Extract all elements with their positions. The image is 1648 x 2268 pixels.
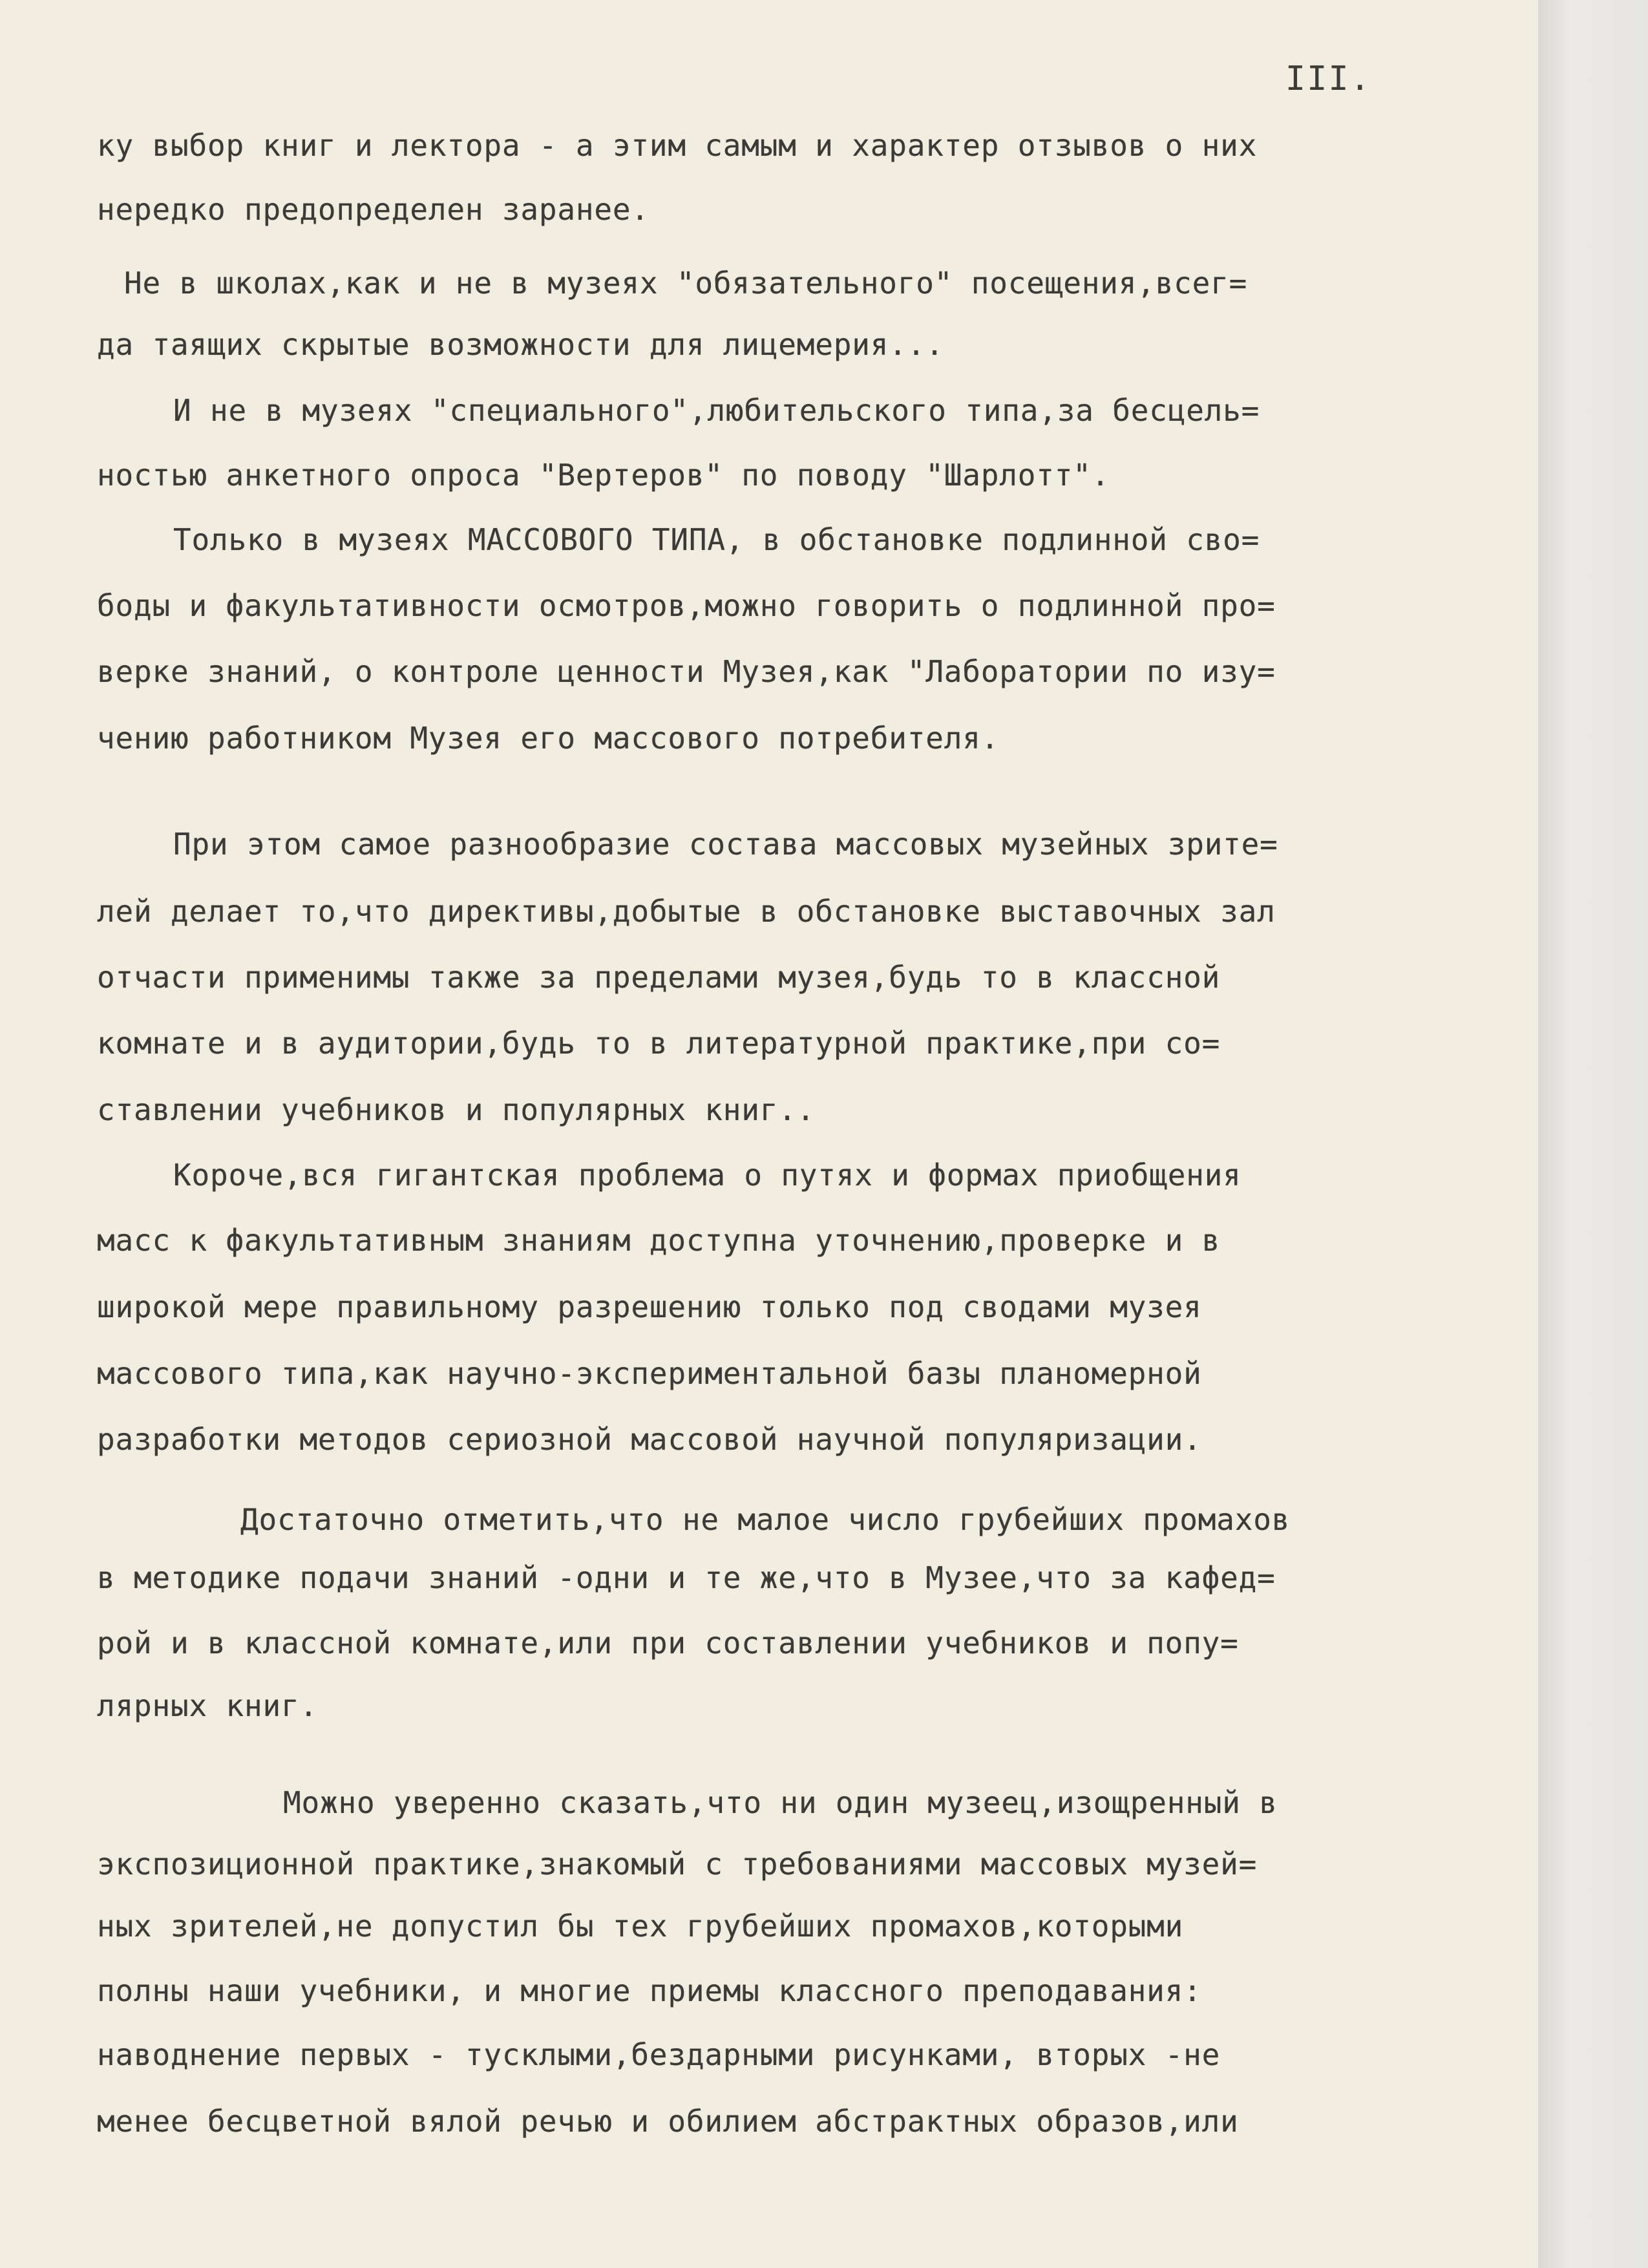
text-line: рой и в классной комнате,или при составлении учебников и попу= xyxy=(97,1626,1239,1660)
text-line: верке знаний, о контроле ценности Музея,как "Лаборатории по изу= xyxy=(97,654,1276,689)
text-line: Только в музеях МАССОВОГО ТИПА, в обстановке подлинной сво= xyxy=(173,522,1260,557)
text-line: да таящих скрытые возможности для лицемерия... xyxy=(97,327,944,362)
text-line: При этом самое разнообразие состава массовых музейных зрите= xyxy=(173,827,1278,862)
text-line: Достаточно отметить,что не малое число грубейших промахов xyxy=(240,1502,1291,1537)
text-line: ностью анкетного опроса "Вертеров" по поводу "Шарлотт". xyxy=(97,458,1110,493)
text-line: ку выбор книг и лектора - а этим самым и характер отзывов о них xyxy=(97,128,1258,163)
text-line: масс к факультативным знаниям доступна уточнению,проверке и в xyxy=(97,1223,1221,1258)
scan-background-edge xyxy=(1538,0,1648,2268)
text-line: нередко предопределен заранее. xyxy=(97,192,650,227)
text-line: полны наши учебники, и многие приемы классного преподавания: xyxy=(97,1973,1202,2008)
text-line: экспозиционной практике,знакомый с требованиями массовых музей= xyxy=(97,1847,1258,1881)
text-line: ставлении учебников и популярных книг.. xyxy=(97,1092,816,1127)
text-line: отчасти применимы также за пределами музея,будь то в классной xyxy=(97,960,1221,995)
text-line: наводнение первых - тусклыми,бездарными рисунками, вторых -не xyxy=(97,2037,1221,2072)
text-line: в методике подачи знаний -одни и те же,что в Музее,что за кафед= xyxy=(97,1560,1276,1595)
page-number: III. xyxy=(1285,59,1371,98)
text-line: боды и факультативности осмотров,можно говорить о подлинной про= xyxy=(97,588,1276,623)
text-line: чению работником Музея его массового потребителя. xyxy=(97,721,1000,756)
text-line: ных зрителей,не допустил бы тех грубейших промахов,которыми xyxy=(97,1909,1184,1944)
text-line: разработки методов сериозной массовой научной популяризации. xyxy=(97,1422,1202,1457)
text-line: Не в школах,как и не в музеях "обязательного" посещения,всег= xyxy=(124,266,1248,301)
text-line: менее бесцветной вялой речью и обилием абстрактных образов,или xyxy=(97,2104,1239,2139)
text-line: лей делает то,что директивы,добытые в обстановке выставочных зал xyxy=(97,894,1276,929)
text-line: лярных книг. xyxy=(97,1688,318,1723)
text-line: И не в музеях "специального",любительского типа,за бесцель= xyxy=(173,393,1260,428)
text-line: Можно уверенно сказать,что ни один музеец,изощренный в xyxy=(283,1785,1278,1820)
text-line: широкой мере правильному разрешению только под сводами музея xyxy=(97,1289,1202,1324)
text-line: Короче,вся гигантская проблема о путях и формах приобщения xyxy=(173,1158,1241,1192)
text-line: комнате и в аудитории,будь то в литературной практике,при со= xyxy=(97,1026,1221,1061)
text-line: массового типа,как научно-экспериментальной базы планомерной xyxy=(97,1356,1202,1391)
